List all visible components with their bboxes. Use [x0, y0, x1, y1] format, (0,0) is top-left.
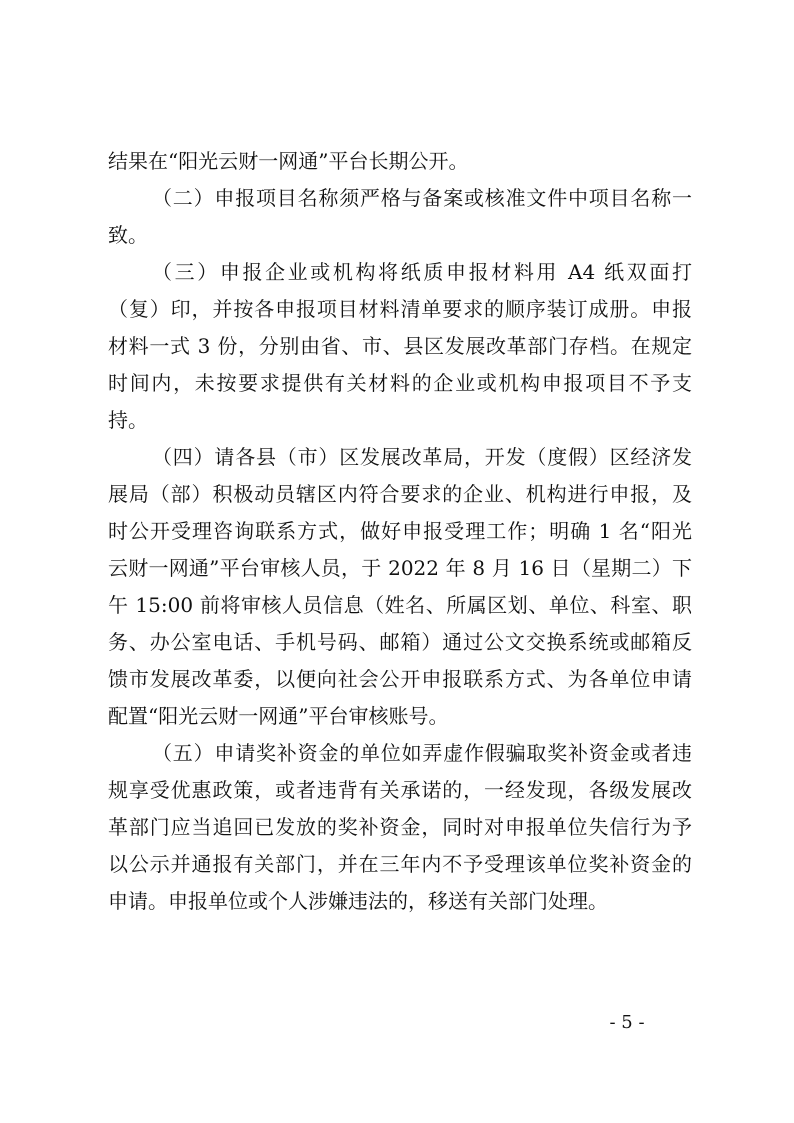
text-line: 务、办公室电话、手机号码、邮箱）通过公文交换系统或邮箱反 [108, 630, 692, 654]
text-line: （复）印，并按各申报项目材料清单要求的顺序装订成册。申报 [108, 297, 692, 321]
text-line: 结果在“阳光云财一网通”平台长期公开。 [108, 149, 469, 173]
text-line: （四）请各县（市）区发展改革局，开发（度假）区经济发 [152, 445, 692, 469]
text-line: 以公示并通报有关部门，并在三年内不予受理该单位奖补资金的 [108, 852, 692, 876]
text-line: 云财一网通”平台审核人员，于 2022 年 8 月 16 日（星期二）下 [108, 556, 692, 580]
text-line: 持。 [108, 408, 148, 432]
text-line: 时公开受理咨询联系方式，做好申报受理工作；明确 1 名“阳光 [108, 519, 692, 543]
text-line: 革部门应当追回已发放的奖补资金，同时对申报单位失信行为予 [108, 815, 692, 839]
page-number: - 5 - [609, 1012, 645, 1033]
text-line: 展局（部）积极动员辖区内符合要求的企业、机构进行申报，及 [108, 482, 692, 506]
text-line: 配置“阳光云财一网通”平台审核账号。 [108, 704, 449, 728]
text-line: 馈市发展改革委，以便向社会公开申报联系方式、为各单位申请 [108, 667, 692, 691]
text-line: 材料一式 3 份，分别由省、市、县区发展改革部门存档。在规定 [108, 334, 692, 358]
text-line: 致。 [108, 223, 148, 247]
text-line: 申请。申报单位或个人涉嫌违法的，移送有关部门处理。 [108, 889, 608, 913]
text-line: 时间内，未按要求提供有关材料的企业或机构申报项目不予支 [108, 371, 692, 395]
text-line: （二）申报项目名称须严格与备案或核准文件中项目名称一 [152, 186, 692, 210]
text-line: 午 15:00 前将审核人员信息（姓名、所属区划、单位、科室、职 [108, 593, 692, 617]
text-line: 规享受优惠政策，或者违背有关承诺的，一经发现，各级发展改 [108, 778, 692, 802]
text-line: （五）申请奖补资金的单位如弄虚作假骗取奖补资金或者违 [152, 741, 692, 765]
document-body [108, 143, 692, 920]
text-line: （三）申报企业或机构将纸质申报材料用 A4 纸双面打 [152, 260, 692, 284]
